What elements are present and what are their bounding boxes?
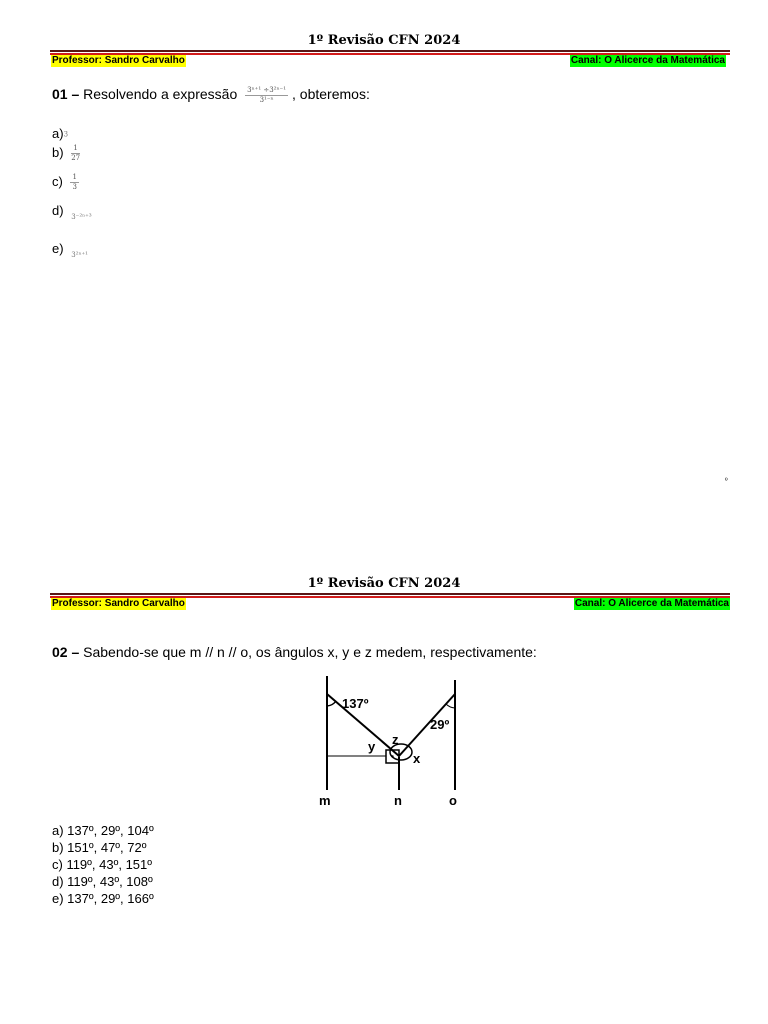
option-d bbox=[52, 203, 92, 221]
answer-option-a: a) 137º, 29º, 104º bbox=[52, 823, 154, 838]
question-number: 01 – bbox=[52, 86, 80, 103]
parallel-lines-figure bbox=[300, 672, 480, 810]
option-b bbox=[52, 144, 84, 163]
answer-option-d: d) 119º, 43º, 108º bbox=[52, 874, 153, 889]
label-m: m bbox=[319, 793, 331, 808]
page-title: 1º Revisão CFN 2024 bbox=[307, 576, 461, 591]
label-o: o bbox=[449, 793, 457, 808]
question-text-end: , obteremos: bbox=[292, 86, 370, 103]
page-title: 1º Revisão CFN 2024 bbox=[307, 33, 461, 48]
expression-numerator: 3ⁿ⁺¹ ÷3²ⁿ⁻¹ bbox=[247, 86, 287, 94]
label-n: n bbox=[394, 793, 402, 808]
option-label: b) bbox=[52, 144, 64, 160]
label-z: z bbox=[392, 732, 399, 747]
answer-option-e: e) 137º, 29º, 166º bbox=[52, 891, 154, 906]
fraction-denominator: 3 bbox=[72, 183, 77, 191]
expression-fraction bbox=[245, 86, 288, 105]
option-c-fraction bbox=[70, 173, 78, 192]
option-label: e) bbox=[52, 241, 64, 256]
fraction-denominator: 27 bbox=[71, 154, 81, 162]
question-number: 02 – bbox=[52, 644, 80, 660]
label-x: x bbox=[413, 751, 421, 766]
expression-denominator: 3¹⁻ⁿ bbox=[259, 96, 274, 104]
fraction-numerator: 1 bbox=[72, 173, 77, 181]
option-c bbox=[52, 173, 83, 192]
option-e bbox=[52, 241, 88, 259]
arc-29 bbox=[446, 704, 455, 708]
option-e-value: 3²ⁿ⁺¹ bbox=[71, 250, 88, 259]
question-01 bbox=[52, 86, 370, 105]
answer-options bbox=[52, 822, 154, 907]
option-label: a) bbox=[52, 126, 64, 141]
label-29: 29º bbox=[430, 717, 450, 732]
footer-mark: º bbox=[725, 478, 728, 485]
canal-label: Canal: O Alicerce da Matemática bbox=[570, 55, 725, 66]
question-text: Sabendo-se que m // n // o, os ângulos x, y e z medem, respectivamente: bbox=[83, 644, 537, 660]
answer-option-b: b) 151º, 47º, 72º bbox=[52, 840, 147, 855]
option-d-value: 3⁻²ⁿ⁺³ bbox=[71, 212, 92, 221]
option-label: c) bbox=[52, 173, 63, 189]
option-label: d) bbox=[52, 203, 64, 218]
professor-label: Professor: Sandro Carvalho bbox=[52, 55, 185, 66]
professor-label: Professor: Sandro Carvalho bbox=[52, 598, 185, 609]
answer-option-c: c) 119º, 43º, 151º bbox=[52, 857, 153, 872]
option-a-value: 3 bbox=[63, 130, 69, 139]
label-y: y bbox=[368, 739, 376, 754]
option-b-fraction bbox=[71, 144, 80, 163]
option-a bbox=[52, 126, 68, 141]
canal-label: Canal: O Alicerce da Matemática bbox=[574, 598, 729, 609]
question-02 bbox=[52, 644, 537, 660]
arc-137 bbox=[327, 701, 336, 706]
question-text: Resolvendo a expressão bbox=[83, 86, 238, 103]
label-137: 137º bbox=[342, 696, 369, 711]
fraction-numerator: 1 bbox=[71, 144, 80, 154]
